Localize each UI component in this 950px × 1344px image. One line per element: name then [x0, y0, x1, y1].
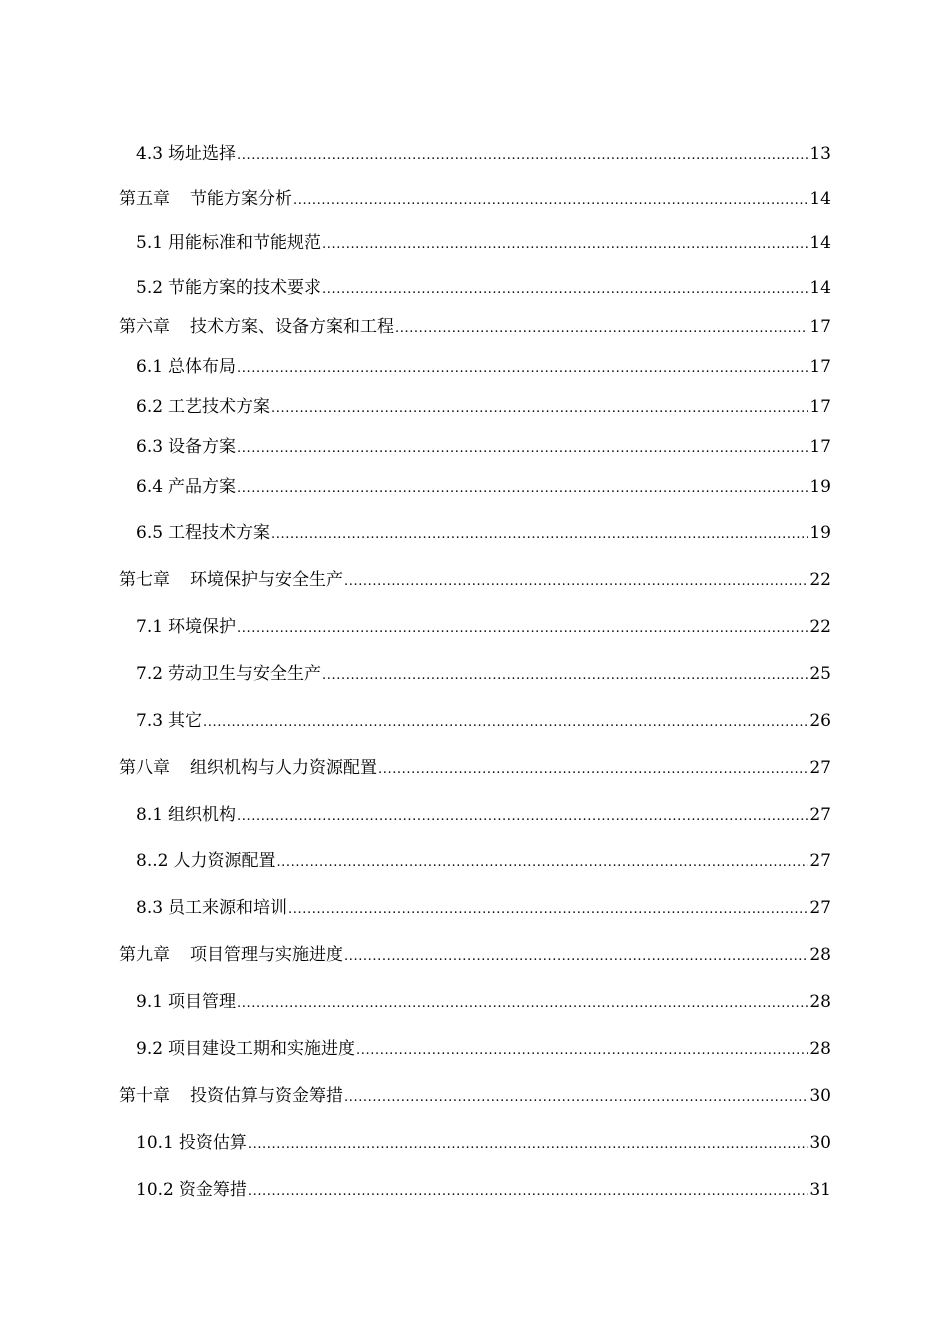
toc-entry-title: 节能方案的技术要求 [168, 278, 322, 298]
toc-section-entry[interactable] [136, 847, 831, 871]
toc-entry-number: 9.2 [136, 1039, 164, 1059]
toc-page-number: 22 [809, 570, 831, 590]
toc-section-entry[interactable] [136, 1035, 831, 1059]
toc-page-number: 31 [809, 1180, 831, 1200]
toc-entry-title: 项目管理 [168, 992, 237, 1012]
toc-entry-title: 人力资源配置 [173, 851, 276, 871]
toc-entry-title: 产品方案 [168, 477, 237, 497]
toc-page-number: 13 [809, 144, 831, 164]
toc-dot-leader [395, 317, 808, 337]
toc-dot-leader [322, 233, 808, 253]
toc-entry-label [136, 851, 276, 871]
toc-entry-label [136, 397, 271, 417]
toc-entry-label [136, 437, 237, 457]
toc-chapter-entry[interactable] [119, 941, 831, 965]
toc-entry-number: 5.1 [136, 233, 164, 253]
toc-dot-leader [271, 523, 808, 543]
toc-page-number: 28 [809, 992, 831, 1012]
toc-entry-title: 环境保护与安全生产 [190, 570, 343, 590]
toc-entry-label [136, 992, 237, 1012]
toc-dot-leader [344, 945, 808, 965]
toc-entry-label [136, 477, 237, 497]
toc-page-number: 14 [809, 233, 831, 253]
toc-entry-title: 节能方案分析 [190, 189, 292, 209]
toc-dot-leader [237, 144, 808, 164]
toc-entry-number: 7.3 [136, 711, 164, 731]
toc-entry-number: 8..2 [136, 851, 169, 871]
toc-dot-leader [203, 711, 808, 731]
toc-entry-number: 8.3 [136, 898, 164, 918]
toc-entry-number: 10.2 [136, 1180, 174, 1200]
toc-entry-number: 7.1 [136, 617, 164, 637]
toc-dot-leader [322, 278, 808, 298]
toc-entry-label [136, 233, 322, 253]
toc-page-number: 27 [809, 758, 831, 778]
toc-section-entry[interactable] [136, 660, 831, 684]
toc-dot-leader [344, 570, 808, 590]
toc-page-number: 30 [809, 1133, 831, 1153]
toc-page-number: 27 [809, 805, 831, 825]
toc-entry-title: 设备方案 [168, 437, 237, 457]
toc-entry-number: 9.1 [136, 992, 164, 1012]
toc-section-entry[interactable] [136, 894, 831, 918]
toc-section-entry[interactable] [136, 393, 831, 417]
toc-section-entry[interactable] [136, 1129, 831, 1153]
toc-dot-leader [293, 189, 808, 209]
toc-dot-leader [378, 758, 808, 778]
toc-entry-number: 第九章 [119, 945, 170, 965]
toc-dot-leader [322, 664, 808, 684]
toc-entry-title: 组织机构与人力资源配置 [190, 758, 377, 778]
toc-entry-label [136, 1180, 248, 1200]
toc-entry-title: 用能标准和节能规范 [168, 233, 322, 253]
toc-entry-title: 项目建设工期和实施进度 [168, 1039, 356, 1059]
toc-entry-number: 5.2 [136, 278, 164, 298]
toc-entry-label [136, 357, 237, 377]
toc-page-number: 17 [809, 317, 831, 337]
toc-dot-leader [237, 437, 808, 457]
toc-section-entry[interactable] [136, 613, 831, 637]
toc-entry-label [136, 664, 322, 684]
toc-page-number: 17 [809, 437, 831, 457]
toc-section-entry[interactable] [136, 707, 831, 731]
toc-entry-title: 投资估算与资金筹措 [190, 1086, 343, 1106]
toc-chapter-entry[interactable] [119, 754, 831, 778]
toc-section-entry[interactable] [136, 519, 831, 543]
toc-section-entry[interactable] [136, 140, 831, 164]
toc-entry-number: 第七章 [119, 570, 170, 590]
toc-dot-leader [237, 477, 808, 497]
toc-entry-title: 环境保护 [168, 617, 237, 637]
toc-entry-label [136, 898, 288, 918]
toc-chapter-entry[interactable] [119, 1082, 831, 1106]
toc-dot-leader [248, 1133, 809, 1153]
toc-entry-number: 第十章 [119, 1086, 170, 1106]
toc-entry-number: 7.2 [136, 664, 164, 684]
toc-dot-leader [271, 397, 808, 417]
toc-entry-title: 其它 [168, 711, 203, 731]
toc-section-entry[interactable] [136, 353, 831, 377]
toc-section-entry[interactable] [136, 473, 831, 497]
toc-entry-label [136, 278, 322, 298]
toc-section-entry[interactable] [136, 1176, 831, 1200]
toc-dot-leader [288, 898, 808, 918]
toc-page-number: 22 [809, 617, 831, 637]
toc-dot-leader [344, 1086, 808, 1106]
toc-entry-title: 组织机构 [168, 805, 237, 825]
toc-entry-number: 6.5 [136, 523, 164, 543]
toc-dot-leader [237, 992, 808, 1012]
toc-entry-title: 工程技术方案 [168, 523, 271, 543]
toc-entry-number: 第八章 [119, 758, 170, 778]
toc-section-entry[interactable] [136, 801, 831, 825]
toc-page-number: 25 [809, 664, 831, 684]
toc-entry-title: 资金筹措 [178, 1180, 247, 1200]
toc-entry-label [119, 758, 378, 778]
toc-entry-title: 项目管理与实施进度 [190, 945, 343, 965]
toc-dot-leader [237, 357, 808, 377]
toc-dot-leader [248, 1180, 809, 1200]
toc-section-entry[interactable] [136, 433, 831, 457]
toc-entry-number: 10.1 [136, 1133, 174, 1153]
toc-dot-leader [237, 617, 808, 637]
toc-section-entry[interactable] [136, 988, 831, 1012]
toc-entry-title: 技术方案、设备方案和工程 [190, 317, 394, 337]
toc-section-entry[interactable] [136, 274, 831, 298]
toc-page-number: 30 [809, 1086, 831, 1106]
toc-page-number: 27 [809, 851, 831, 871]
toc-entry-title: 投资估算 [178, 1133, 247, 1153]
toc-entry-label [119, 945, 344, 965]
toc-entry-title: 总体布局 [168, 357, 237, 377]
toc-page-number: 26 [809, 711, 831, 731]
toc-dot-leader [276, 851, 808, 871]
toc-chapter-entry[interactable] [119, 185, 831, 209]
toc-entry-number: 6.3 [136, 437, 164, 457]
toc-entry-label [136, 711, 203, 731]
toc-entry-label [136, 617, 237, 637]
toc-dot-leader [356, 1039, 808, 1059]
toc-entry-title: 工艺技术方案 [168, 397, 271, 417]
toc-entry-number: 第五章 [119, 189, 170, 209]
toc-entry-title: 员工来源和培训 [168, 898, 288, 918]
toc-entry-number: 6.4 [136, 477, 164, 497]
toc-entry-label [136, 805, 237, 825]
toc-entry-title: 劳动卫生与安全生产 [168, 664, 322, 684]
toc-entry-label [119, 1086, 344, 1106]
toc-page-number: 17 [809, 397, 831, 417]
toc-page-number: 27 [809, 898, 831, 918]
toc-page-number: 14 [809, 278, 831, 298]
toc-chapter-entry[interactable] [119, 566, 831, 590]
toc-dot-leader [237, 805, 808, 825]
toc-entry-number: 6.1 [136, 357, 164, 377]
toc-page-number: 17 [809, 357, 831, 377]
toc-entry-number: 4.3 [136, 144, 164, 164]
toc-chapter-entry[interactable] [119, 313, 831, 337]
toc-entry-number: 8.1 [136, 805, 164, 825]
toc-entry-label [136, 1133, 248, 1153]
toc-entry-label [136, 144, 237, 164]
toc-entry-label [136, 1039, 356, 1059]
toc-page-number: 19 [809, 477, 831, 497]
toc-entry-title: 场址选择 [168, 144, 237, 164]
toc-page-number: 28 [809, 945, 831, 965]
toc-entry-number: 6.2 [136, 397, 164, 417]
toc-section-entry[interactable] [136, 229, 831, 253]
toc-entry-label [136, 523, 271, 543]
toc-entry-label [119, 317, 395, 337]
toc-entry-label [119, 189, 293, 209]
toc-page-number: 14 [809, 189, 831, 209]
toc-page-number: 28 [809, 1039, 831, 1059]
toc-entry-label [119, 570, 344, 590]
toc-page-number: 19 [809, 523, 831, 543]
toc-entry-number: 第六章 [119, 317, 170, 337]
